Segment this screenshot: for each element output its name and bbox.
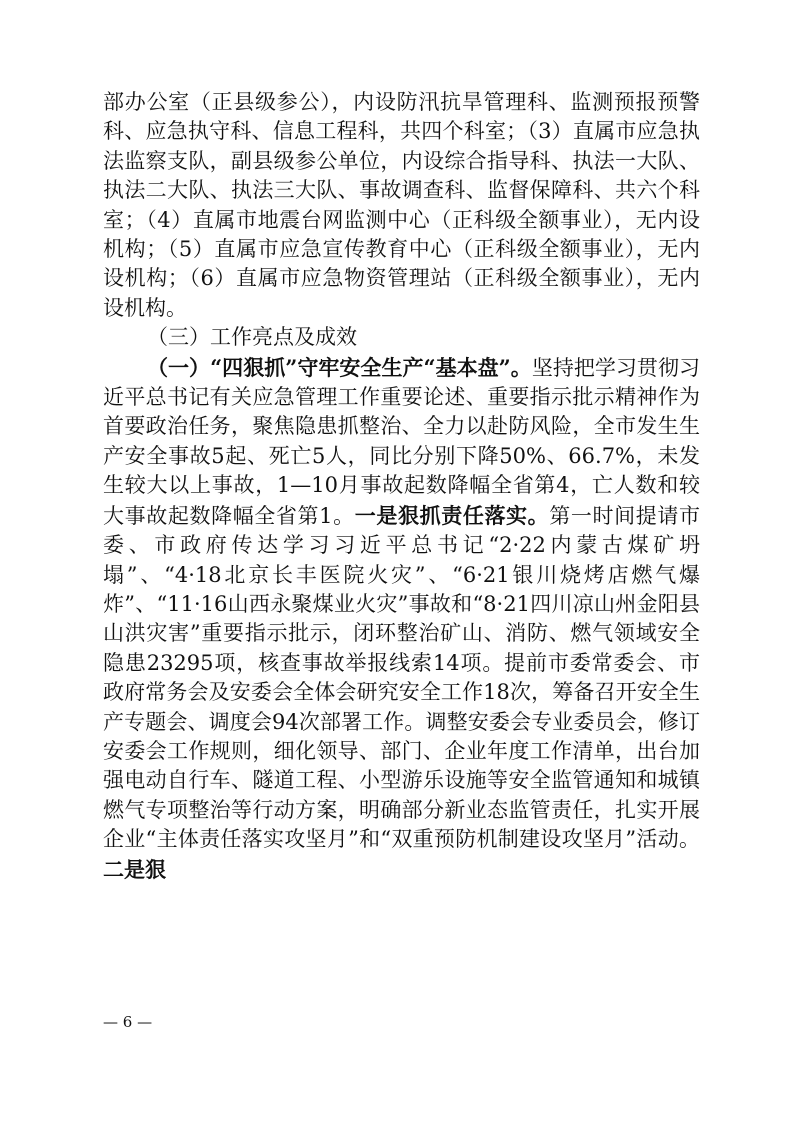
paragraph-heading: （一）“四狠抓”守牢安全生产“基本盘”。 [147,354,532,380]
point-text-1: 第一时间提请市委、市政府传达学习习近平总书记“2·22内蒙古煤矿坍塌”、“4·18北京长丰医院火灾”、“6·21银川烧烤店燃气爆炸”、“11·16山西永聚煤业火灾”事故和“8·21四川凉山州金阳县山洪灾害”重要指示批示，闭环整治矿山、消防、燃气领域安全隐患23295项，核查事故举报线索14项。提前市委常委会、市政府常务会及安委会全体会研究安全工作18次，筹备召开安全生产专题会、调度会94次部署工作。调整安委会专业委员会，修订安委会工作规则，细化领导、部门、企业年度工作清单，出台加强电动自行车、隧道工程、小型游乐设施等安全监管通知和城镇燃气专项整治等行动方案，明确部分新业态监管责任，扎实开展企业“主体责任落实攻坚月”和“双重预防机制建设攻坚月”活动。 [103,503,700,852]
paragraph-highlights [103,353,700,885]
body-text [103,88,700,885]
section-heading: （三）工作亮点及成效 [147,325,357,350]
paragraph-structure: 部办公室（正县级参公），内设防汛抗旱管理科、监测预报预警科、应急执守科、信息工程科，共四个科室；（3）直属市应急执法监察支队，副县级参公单位，内设综合指导科、执法一大队、执法二大队、执法三大队、事故调查科、监督保障科、共六个科室；（4）直属市地震台网监测中心（正科级全额事业），无内设机构；（5）直属市应急宣传教育中心（正科级全额事业），无内设机构；（6）直属市应急物资管理站（正科级全额事业），无内设机构。 [103,90,700,320]
point-heading-1: 一是狠抓责任落实。 [354,502,550,528]
paragraph-text: 坚持把学习贯彻习近平总书记有关应急管理工作重要论述、重要指示批示精神作为首要政治任务，聚焦隐患抓整治、全力以赴防风险，全市发生生产安全事故5起、死亡5人，同比分别下降50%、66.7%，未发生较大以上事故，1—10月事故起数降幅全省第4，亡人数和较大事故起数降幅全省第1。 [103,355,700,528]
page-number: — 6 — [103,1013,153,1031]
point-heading-2: 二是狠 [103,856,166,882]
